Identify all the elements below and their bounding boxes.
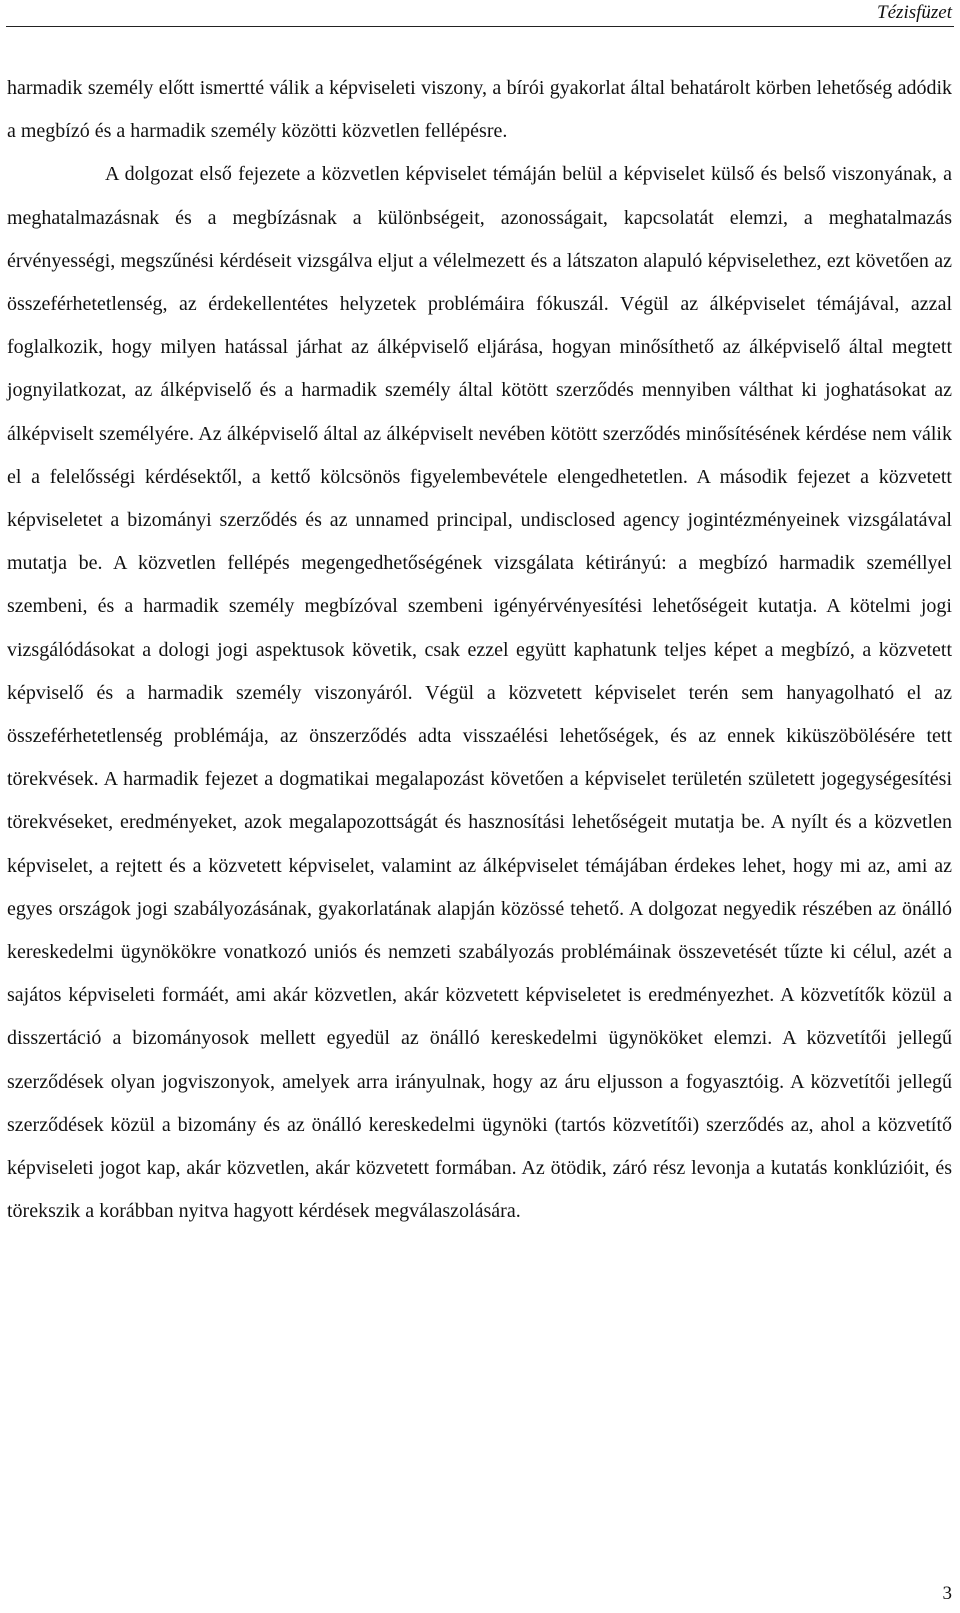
running-title: Tézisfüzet — [877, 2, 952, 23]
paragraph-dissertation-overview: A dolgozat első fejezete a közvetlen képviselet témáján belül a képviselet külső és belső viszonyának, a meghatalmazásnak és a megbízásnak a különbségeit, azonosságait, kapcsolatát elemzi, a meghatalmazás érvényességi, megszűnési kérdéseit vizsgálva eljut a vélelmezett és a látszaton alapuló képviselethez, ezt követően az összeférhetetlenség, az érdekellentétes helyzetek problémáira fókuszál. Végül az álképviselet témájával, azzal foglalkozik, hogy milyen hatással járhat az álképviselő eljárása, hogyan minősíthető az álképviselő által megtett jognyilatkozat, az álképviselő és a harmadik személy által kötött szerződés mennyiben válthat ki joghatásokat az álképviselt személyére. Az álképviselő által az álképviselt nevében kötött szerződés minősítésének kérdése nem válik el a felelősségi kérdésektől, a kettő kölcsönös figyelembevétele elengedhetetlen. A második fejezet a közvetett képviseletet a bizományi szerződés és az unnamed principal, undisclosed agency jogintézményeinek vizsgálatával mutatja be. A közvetlen fellépés megengedhetőségének vizsgálata kétirányú: a megbízó harmadik személlyel szembeni, és a harmadik személy megbízóval szembeni igényérvényesítési lehetőségeit kutatja. A kötelmi jogi vizsgálódásokat a dologi jogi aspektusok követik, csak ezzel együtt kaphatunk teljes képet a megbízó, a közvetett képviselő és a harmadik személy viszonyáról. Végül a közvetett képviselet terén sem hanyagolható el az összeférhetetlenség problémája, az önszerződés adta visszaélési lehetőségek, és az ennek kiküszöbölésére tett törekvések. A harmadik fejezet a dogmatikai megalapozást követően a képviselet területén született jogegységesítési törekvéseket, eredményeket, azok megalapozottságát és hasznosítási lehetőségeit mutatja be. A nyílt és a közvetlen képviselet, a rejtett és a közvetett képviselet, valamint az álképviselet témájában érdekes lehet, hogy mi az, ami az egyes országok jogi szabályozásának, gyakorlatának alapján közössé tehető. A dolgozat negyedik részében az önálló kereskedelmi ügynökökre vonatkozó uniós és nemzeti szabályozás problémáinak összevetését tűzte ki célul, azét a sajátos képviseleti formáét, ami akár közvetlen, akár közvetett képviseletet is eredményezhet. A közvetítők közül a disszertáció a bizományosok mellett egyedül az önálló kereskedelmi ügynököket elemzi. A közvetítői jellegű szerződések olyan jogviszonyok, amelyek arra irányulnak, hogy az áru eljusson a fogyasztóig. A közvetítői jellegű szerződések közül a bizomány és az önálló kereskedelmi ügynöki (tartós közvetítői) szerződés az, ahol a közvetítő képviseleti jogot kap, akár közvetlen, akár közvetett formában. Az ötödik, záró rész levonja a kutatás konklúzióit, és törekszik a korábban nyitva hagyott kérdések megválaszolására. — [7, 163, 952, 1223]
page-header — [0, 0, 960, 28]
paragraph-continuation: harmadik személy előtt ismertté válik a képviseleti viszony, a bírói gyakorlat által behatárolt körben lehetőség adódik a megbízó és a harmadik személy közötti közvetlen fellépésre. — [7, 77, 952, 143]
main-text — [7, 67, 952, 1233]
page-number: 3 — [942, 1583, 952, 1604]
header-rule — [6, 26, 954, 27]
